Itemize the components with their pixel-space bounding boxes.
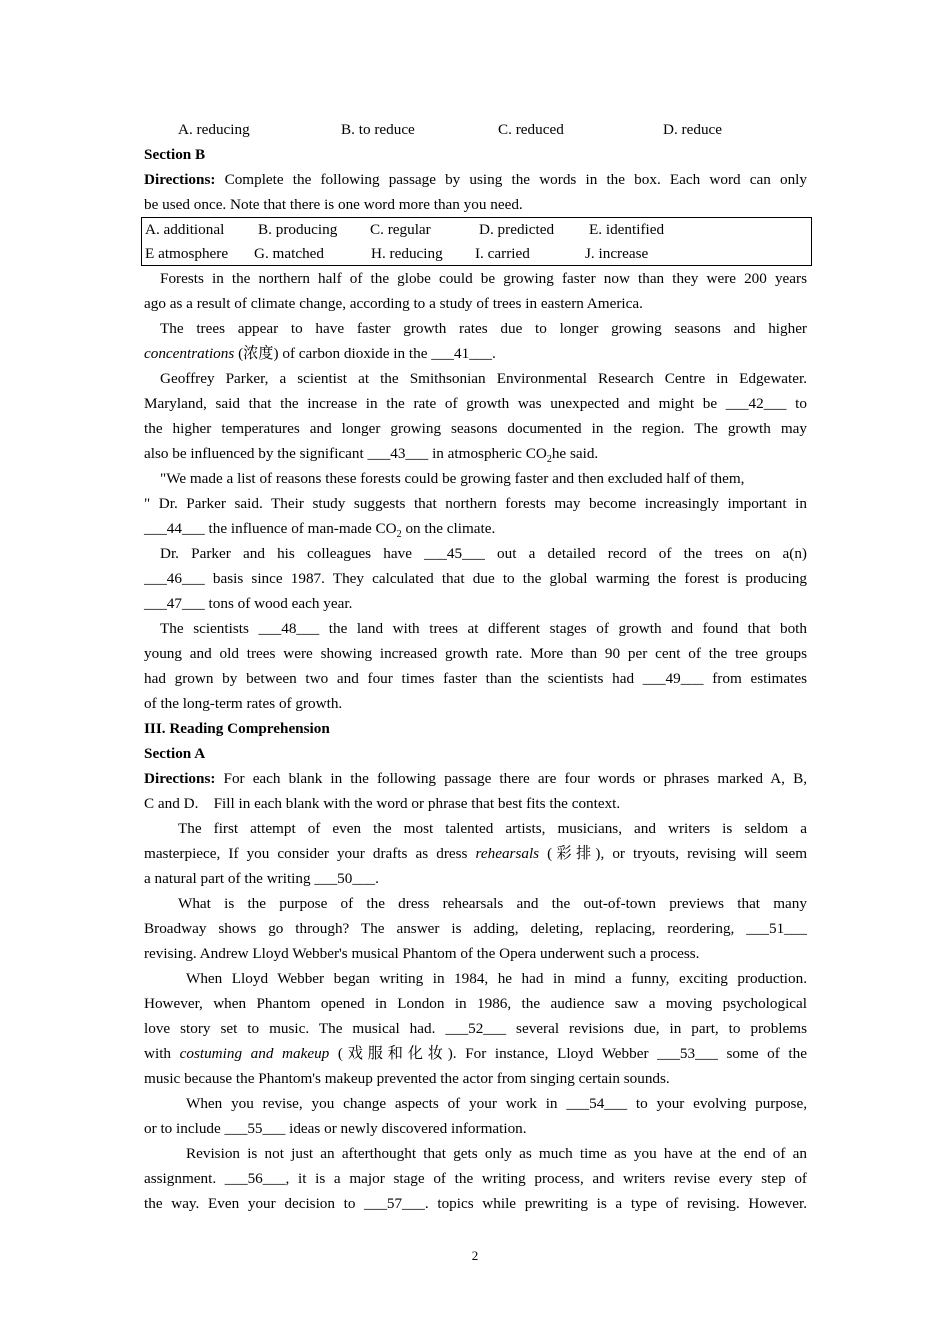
section-b-directions-line2: be used once. Note that there is one word more than you need. [144, 196, 523, 213]
passage-line: The trees appear to have faster growth rates due to longer growing seasons and higher [160, 320, 807, 337]
word-box-row-2 [142, 242, 811, 266]
passage-line: ___46___ basis since 1987. They calculated that due to the global warming the forest is producing [144, 570, 807, 587]
passage-line: When Lloyd Webber began writing in 1984, he had in mind a funny, exciting production. [186, 970, 807, 987]
passage-line: However, when Phantom opened in London in 1986, the audience saw a moving psychological [144, 995, 807, 1012]
word-i: I. carried [475, 245, 530, 262]
section-a-directions-line2: C and D. Fill in each blank with the word or phrase that best fits the context. [144, 795, 621, 812]
section-a-directions-line1 [144, 766, 807, 791]
passage-text: (浓度) of carbon dioxide in the ___41___. [234, 345, 496, 362]
passage-line: Maryland, said that the increase in the rate of growth was unexpected and might be ___42___ to [144, 395, 807, 412]
passage-text: he said. [551, 445, 599, 462]
option-d: D. reduce [663, 121, 723, 138]
directions-label: Directions: [144, 171, 216, 188]
passage-line: music because the Phantom's makeup prevented the actor from singing certain sounds. [144, 1070, 670, 1087]
passage-line: The first attempt of even the most talented artists, musicians, and writers is seldom a [178, 820, 807, 837]
italic-term: concentrations [144, 345, 235, 362]
passage-line: or to include ___55___ ideas or newly discovered information. [144, 1120, 527, 1137]
passage-text: (彩排), or tryouts, revising will seem [539, 845, 807, 862]
page-number: 2 [471, 1248, 479, 1263]
word-g: G. matched [254, 245, 325, 262]
passage-line: When you revise, you change aspects of your work in ___54___ to your evolving purpose, [186, 1095, 807, 1112]
section-b-directions-line1 [144, 167, 807, 192]
word-b: B. producing [258, 221, 338, 238]
section-b-heading: Section B [144, 146, 206, 163]
word-box-row-1 [142, 218, 811, 242]
section-b-passage [144, 266, 807, 716]
italic-term: costuming and makeup [179, 1045, 330, 1062]
passage-line: love story set to music. The musical had. ___52___ several revisions due, in part, to problems [144, 1020, 807, 1037]
section-a-passage [144, 816, 807, 1216]
passage-line [144, 516, 807, 541]
passage-line: Revision is not just an afterthought that gets only as much time as you have at the end of an [186, 1145, 807, 1162]
directions-text: For each blank in the following passage there are four words or phrases marked A, B, [215, 770, 807, 787]
section-a-heading: Section A [144, 745, 206, 762]
prev-question-options [144, 117, 807, 142]
passage-line: " Dr. Parker said. Their study suggests that northern forests may become increasingly important in [144, 495, 807, 512]
passage-line: "We made a list of reasons these forests could be growing faster and then excluded half of them, [160, 470, 745, 487]
passage-line: Dr. Parker and his colleagues have ___45___ out a detailed record of the trees on a(n) [160, 545, 807, 562]
passage-line: the higher temperatures and longer growing seasons documented in the region. The growth may [144, 420, 807, 437]
option-a: A. reducing [178, 121, 250, 138]
passage-line: Geoffrey Parker, a scientist at the Smithsonian Environmental Research Centre in Edgewater. [160, 370, 807, 387]
passage-line: ___47___ tons of wood each year. [144, 595, 353, 612]
passage-text: ___44___ the influence of man-made CO [144, 520, 397, 537]
word-e: E. identified [589, 221, 665, 238]
directions-label: Directions: [144, 770, 216, 787]
passage-text: also be influenced by the significant ___43___ in atmospheric CO [144, 445, 547, 462]
passage-line: The scientists ___48___ the land with trees at different stages of growth and found that both [160, 620, 807, 637]
passage-line: a natural part of the writing ___50___. [144, 870, 379, 887]
passage-line: of the long-term rates of growth. [144, 695, 343, 712]
passage-line: Forests in the northern half of the globe could be growing faster now than they were 200 years [160, 270, 807, 287]
directions-text: Complete the following passage by using the words in the box. Each word can only [215, 171, 807, 188]
passage-line [144, 1041, 807, 1066]
passage-line: ago as a result of climate change, according to a study of trees in eastern America. [144, 295, 643, 312]
passage-line [144, 341, 807, 366]
passage-text: on the climate. [401, 520, 496, 537]
passage-line: young and old trees were showing increased growth rate. More than 90 per cent of the tree groups [144, 645, 807, 662]
italic-term: rehearsals [475, 845, 540, 862]
passage-line: Broadway shows go through? The answer is adding, deleting, replacing, reordering, ___51___ [144, 920, 807, 937]
subscript: 2 [396, 529, 402, 540]
word-c: C. regular [370, 221, 431, 238]
passage-line [144, 841, 807, 866]
word-h: H. reducing [371, 245, 443, 262]
word-f: E atmosphere [145, 245, 229, 262]
subscript: 2 [546, 454, 552, 465]
part-iii-heading: III. Reading Comprehension [144, 720, 330, 737]
word-d: D. predicted [479, 221, 555, 238]
word-a: A. additional [145, 221, 225, 238]
document-page [144, 117, 807, 1216]
option-c: C. reduced [498, 121, 564, 138]
passage-line: had grown by between two and four times faster than the scientists had ___49___ from estimates [144, 670, 807, 687]
passage-text: (戏服和化妆). For instance, Lloyd Webber ___53___ some of the [329, 1045, 807, 1062]
passage-line [144, 441, 807, 466]
word-j: J. increase [585, 245, 649, 262]
passage-line: assignment. ___56___, it is a major stage of the writing process, and writers revise every step of [144, 1170, 807, 1187]
passage-line: What is the purpose of the dress rehearsals and the out-of-town previews that many [178, 895, 807, 912]
passage-text: masterpiece, If you consider your drafts as dress [144, 845, 476, 862]
option-b: B. to reduce [341, 121, 415, 138]
word-box [141, 217, 812, 266]
passage-line: the way. Even your decision to ___57___. topics while prewriting is a type of revising. However. [144, 1195, 807, 1212]
passage-text: with [144, 1045, 180, 1062]
passage-line: revising. Andrew Lloyd Webber's musical Phantom of the Opera underwent such a process. [144, 945, 700, 962]
